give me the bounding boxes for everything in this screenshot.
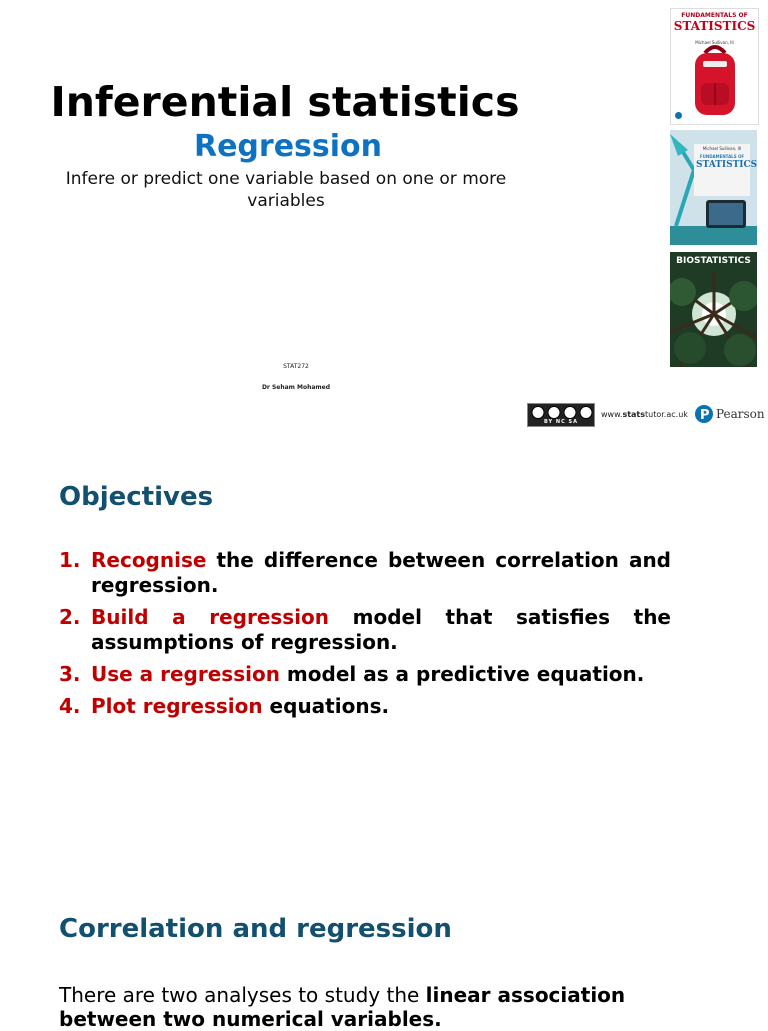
pearson-wordmark: Pearson [716,407,765,421]
list-item [59,694,671,719]
site-prefix: www. [601,410,623,419]
cc-icons [531,406,593,419]
list-item [59,662,671,687]
site-suffix: tutor.ac.uk [645,410,688,419]
book-cover-fundamentals-statistics [670,8,759,125]
list-highlight: Plot regression [91,694,263,718]
list-number: 1. [59,548,81,572]
book2-author: Michael Sullivan, III [702,146,742,151]
course-code: STAT272 [283,363,309,370]
book2-top-text: FUNDAMENTALS OF [699,154,745,159]
list-highlight: Use a regression [91,662,280,686]
book1-top-text: FUNDAMENTALS OF [681,12,748,19]
book-cover-biostatistics [670,252,757,367]
list-rest: equations. [262,694,390,718]
book3-title: BIOSTATISTICS [676,256,751,266]
list-number: 4. [59,694,81,718]
title-slide [0,0,768,432]
correlation-regression-heading: Correlation and regression [59,914,452,944]
list-text [91,605,671,655]
list-text [91,548,671,598]
objectives-list [59,548,671,726]
pearson-logo-icon [695,405,713,423]
slide-tagline: Infere or predict one variable based on one or more variables [65,169,507,211]
footer-logos [527,403,765,427]
license-text: BY NC SA [544,419,578,425]
list-highlight: Build a regression [91,605,330,629]
svg-text:P: P [700,408,710,423]
book2-title: STATISTICS [696,160,757,170]
list-highlight: Recognise [91,548,207,572]
pearson-mark-icon [675,112,682,119]
forest-canopy-illustration [670,252,757,367]
creative-commons-license-badge [527,403,595,427]
list-item [59,605,671,655]
para-bold: linear association between two numerical variables. [59,983,626,1031]
slide-subtitle: Regression [193,129,383,164]
book-cover-fundamentals-statistics-tablet [670,130,757,245]
objectives-heading: Objectives [59,482,214,512]
list-number: 2. [59,605,81,629]
site-bold: stats [622,410,646,419]
para-plain: There are two analyses to study the [59,983,426,1007]
backpack-illustration [689,43,741,119]
slide-title: Inferential statistics [50,78,520,126]
book1-author: Michael Sullivan, III [695,40,734,45]
list-rest: model as a predictive equation. [279,662,645,686]
list-text [91,662,671,687]
list-number: 3. [59,662,81,686]
list-rest: model that satisfies the assumptions of regression. [91,605,671,654]
list-rest: the difference between correlation and regression. [91,548,671,597]
statstutor-url [601,410,688,419]
list-item [59,548,671,598]
book1-title: STATISTICS [673,19,756,33]
author-name: Dr Seham Mohamed [261,384,331,391]
objectives-slide [0,440,768,1031]
list-text [91,694,671,719]
